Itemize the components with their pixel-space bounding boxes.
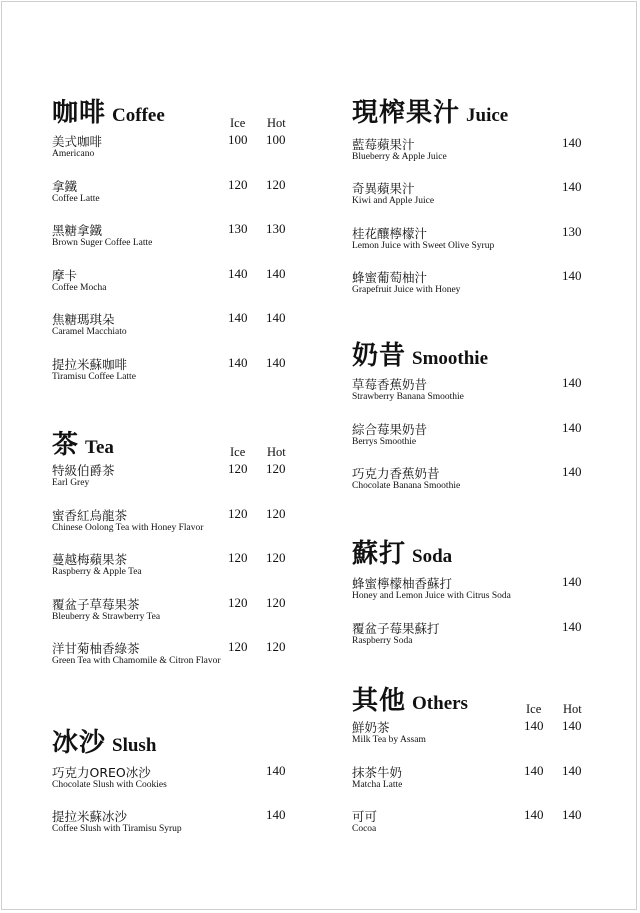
price-hot: 140 [562, 763, 582, 778]
item-name-zh: 巧克力香蕉奶昔 [352, 466, 440, 481]
title-en: Soda [412, 546, 453, 567]
item-name-en: Cocoa [352, 824, 377, 834]
item-name-en: Earl Grey [52, 478, 90, 488]
item-name-zh: 抹茶牛奶 [352, 765, 403, 780]
price-ice: 120 [228, 550, 248, 565]
section-title [352, 92, 508, 129]
price-ice: 120 [228, 461, 248, 476]
menu-item [352, 179, 592, 219]
item-name-en: Lemon Juice with Sweet Olive Syrup [352, 241, 495, 251]
menu-item [52, 355, 302, 395]
item-name-zh: 拿鐵 [52, 179, 78, 194]
menu-item [352, 619, 592, 659]
item-name-zh: 特級伯爵茶 [52, 463, 115, 478]
price: 140 [562, 420, 582, 435]
column-head-ice: Ice [526, 702, 542, 716]
item-name-zh: 藍莓蘋果汁 [352, 137, 415, 152]
item-name-en: Bleuberry & Strawberry Tea [52, 612, 161, 622]
column-head-ice: Ice [230, 116, 246, 130]
item-name-zh: 覆盆子草莓果茶 [52, 597, 140, 612]
section-title [52, 722, 156, 759]
item-name-en: Caramel Macchiato [52, 327, 127, 337]
title-zh: 現榨果汁 [352, 98, 461, 128]
item-name-zh: 洋甘菊柚香綠茶 [52, 641, 140, 656]
price: 140 [266, 763, 286, 778]
item-name-en: Strawberry Banana Smoothie [352, 392, 464, 402]
title-zh: 奶昔 [352, 341, 407, 371]
item-name-zh: 摩卡 [52, 268, 78, 283]
price-ice: 130 [228, 221, 248, 236]
item-name-en: Chocolate Banana Smoothie [352, 481, 461, 491]
price-hot: 100 [266, 132, 286, 147]
item-name-en: Berrys Smoothie [352, 437, 417, 447]
item-name-zh: 提拉米蘇咖啡 [52, 357, 128, 372]
item-name-en: Raspberry Soda [352, 636, 413, 646]
price-ice: 140 [524, 807, 544, 822]
price: 140 [562, 619, 582, 634]
price: 140 [562, 179, 582, 194]
item-name-zh: 蜂蜜葡萄柚汁 [352, 270, 428, 285]
section-title [52, 424, 114, 461]
menu-item [52, 266, 302, 306]
price-hot: 120 [266, 506, 286, 521]
menu-item [352, 135, 592, 175]
title-zh: 蘇打 [352, 539, 407, 569]
section-title [352, 533, 452, 570]
item-name-zh: 草莓香蕉奶昔 [352, 377, 428, 392]
item-name-en: Grapefruit Juice with Honey [352, 285, 461, 295]
price: 140 [562, 268, 582, 283]
column-head-hot: Hot [563, 702, 582, 716]
price-ice: 140 [228, 310, 248, 325]
menu-item [352, 574, 592, 614]
item-name-zh: 蜂蜜檸檬柚香蘇打 [352, 576, 453, 591]
price-hot: 140 [266, 310, 286, 325]
section-title [52, 92, 165, 129]
menu-item [52, 221, 302, 261]
price-hot: 140 [266, 266, 286, 281]
item-name-zh: 黑糖拿鐵 [52, 223, 103, 238]
menu-item [352, 763, 592, 803]
menu-item [52, 132, 302, 172]
item-name-en: Honey and Lemon Juice with Citrus Soda [352, 591, 511, 601]
item-name-en: Kiwi and Apple Juice [352, 196, 435, 206]
price-ice: 140 [228, 266, 248, 281]
price-hot: 120 [266, 177, 286, 192]
price-ice: 140 [524, 718, 544, 733]
menu-item [52, 177, 302, 217]
section-title [352, 680, 468, 717]
title-en: Juice [466, 105, 509, 126]
item-name-en: Matcha Latte [352, 780, 403, 790]
column-head-hot: Hot [267, 116, 286, 130]
item-name-zh: 綜合莓果奶昔 [352, 422, 428, 437]
item-name-zh: 蔓越梅蘋果茶 [52, 552, 128, 567]
item-name-zh: 美式咖啡 [52, 134, 103, 149]
menu-item [352, 718, 592, 758]
item-name-zh: 覆盆子莓果蘇打 [352, 621, 440, 636]
item-name-zh: 焦糖瑪琪朵 [52, 312, 115, 327]
price: 140 [562, 375, 582, 390]
price-ice: 140 [524, 763, 544, 778]
price-ice: 120 [228, 506, 248, 521]
price-hot: 120 [266, 639, 286, 654]
price-hot: 140 [562, 718, 582, 733]
item-name-zh: 奇異蘋果汁 [352, 181, 415, 196]
menu-item [52, 550, 302, 590]
title-en: Coffee [112, 105, 165, 126]
price-ice: 120 [228, 595, 248, 610]
price-ice: 120 [228, 177, 248, 192]
item-name-zh: 鮮奶茶 [352, 720, 390, 735]
price-hot: 130 [266, 221, 286, 236]
item-name-en: Coffee Slush with Tiramisu Syrup [52, 824, 182, 834]
item-name-en: Green Tea with Chamomile & Citron Flavor [52, 656, 221, 666]
menu-item [352, 224, 592, 264]
column-head-hot: Hot [267, 445, 286, 459]
menu-item [52, 461, 302, 501]
menu-item [352, 807, 592, 847]
menu-item [52, 595, 302, 635]
item-name-zh: 巧克力OREO冰沙 [52, 765, 151, 780]
item-name-en: Coffee Latte [52, 194, 100, 204]
menu-item [52, 807, 302, 847]
price: 130 [562, 224, 582, 239]
menu-item [352, 375, 592, 415]
price: 140 [266, 807, 286, 822]
item-name-en: Blueberry & Apple Juice [352, 152, 447, 162]
menu-item [352, 268, 592, 308]
price-hot: 140 [562, 807, 582, 822]
item-name-en: Brown Suger Coffee Latte [52, 238, 153, 248]
title-en: Tea [85, 437, 114, 458]
title-zh: 咖啡 [52, 98, 107, 128]
menu-item [52, 639, 302, 679]
title-zh: 其他 [352, 686, 407, 716]
price-ice: 100 [228, 132, 248, 147]
title-zh: 冰沙 [52, 728, 107, 758]
section-title [352, 335, 488, 372]
title-en: Smoothie [412, 348, 489, 369]
item-name-zh: 蜜香紅烏龍茶 [52, 508, 128, 523]
menu-item [352, 464, 592, 504]
column-head-ice: Ice [230, 445, 246, 459]
price-ice: 120 [228, 639, 248, 654]
title-zh: 茶 [52, 430, 80, 460]
price: 140 [562, 574, 582, 589]
item-name-en: Coffee Mocha [52, 283, 107, 293]
title-en: Slush [112, 735, 157, 756]
menu-item [52, 763, 302, 803]
item-name-en: Tiramisu Coffee Latte [52, 372, 136, 382]
item-name-en: Raspberry & Apple Tea [52, 567, 142, 577]
item-name-en: Chinese Oolong Tea with Honey Flavor [52, 523, 204, 533]
price-hot: 120 [266, 461, 286, 476]
item-name-en: Milk Tea by Assam [352, 735, 426, 745]
price: 140 [562, 135, 582, 150]
menu-item [52, 506, 302, 546]
item-name-en: Chocolate Slush with Cookies [52, 780, 167, 790]
item-name-zh: 桂花釀檸檬汁 [352, 226, 428, 241]
item-name-en: Americano [52, 149, 95, 159]
price: 140 [562, 464, 582, 479]
price-hot: 120 [266, 595, 286, 610]
item-name-zh: 提拉米蘇冰沙 [52, 809, 128, 824]
price-ice: 140 [228, 355, 248, 370]
title-en: Others [412, 693, 468, 714]
price-hot: 120 [266, 550, 286, 565]
item-name-zh: 可可 [352, 809, 378, 824]
menu-item [352, 420, 592, 460]
menu-item [52, 310, 302, 350]
price-hot: 140 [266, 355, 286, 370]
